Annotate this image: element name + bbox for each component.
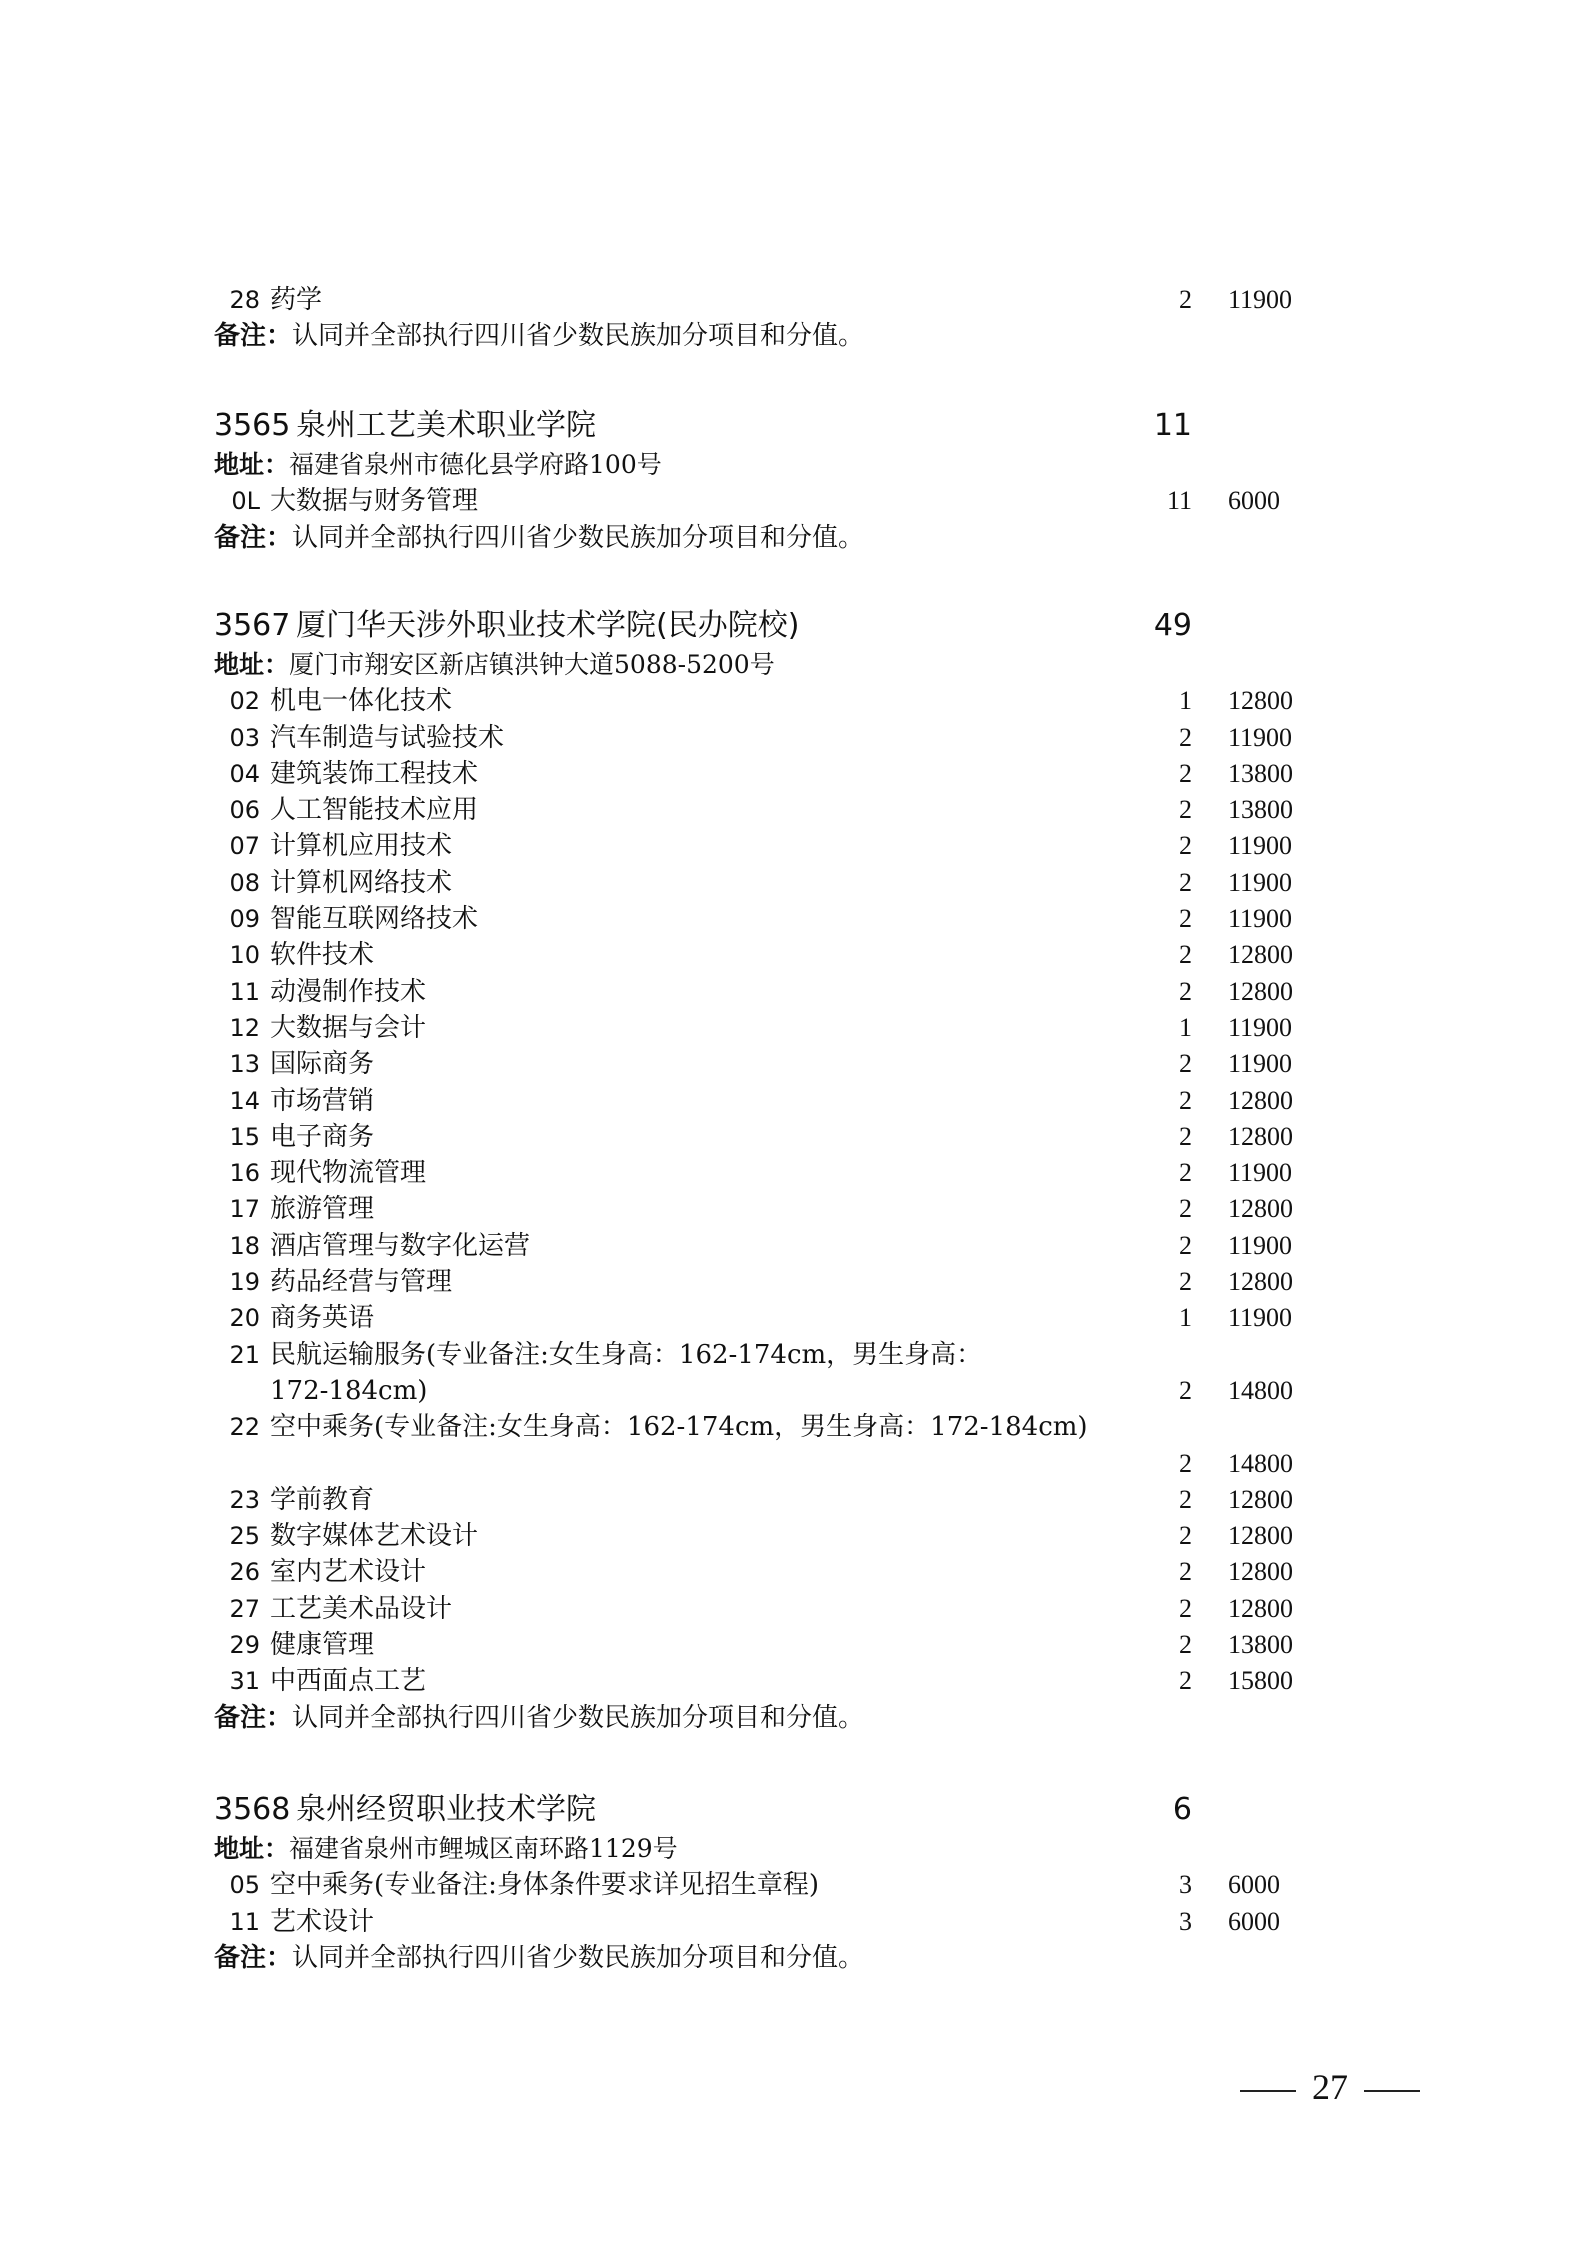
major-fee: 11900 xyxy=(1228,1049,1293,1079)
major-plan: 2 xyxy=(1179,1230,1192,1260)
major-row xyxy=(0,1010,1587,1046)
school-total: 49 xyxy=(1153,608,1192,643)
major-name: 工艺美术品设计 xyxy=(270,1593,453,1624)
major-name: 计算机网络技术 xyxy=(270,867,453,898)
major-plan: 2 xyxy=(1179,1049,1192,1079)
address-label: 地址： xyxy=(214,450,290,479)
major-plan: 2 xyxy=(1179,1158,1192,1188)
major-fee: 15800 xyxy=(1228,1666,1293,1696)
major-plan: 2 xyxy=(1179,867,1192,897)
major-name: 国际商务 xyxy=(270,1049,375,1080)
major-plan: 2 xyxy=(1179,758,1192,788)
major-row xyxy=(0,1663,1587,1699)
address-row xyxy=(0,447,1587,483)
school-header xyxy=(0,1789,1587,1831)
major-code: 19 xyxy=(229,1268,260,1297)
major-row-21-cont xyxy=(0,1373,1587,1409)
major-code: 07 xyxy=(229,832,260,861)
major-code: 15 xyxy=(229,1122,260,1151)
major-code: 29 xyxy=(229,1631,260,1660)
major-row xyxy=(0,683,1587,719)
school-name: 泉州经贸职业技术学院 xyxy=(296,1792,596,1827)
major-row xyxy=(0,282,1587,318)
major-fee: 12800 xyxy=(1228,976,1293,1006)
major-name: 空中乘务(专业备注:身体条件要求详见招生章程) xyxy=(270,1870,820,1901)
major-plan: 2 xyxy=(1179,795,1192,825)
school-3567 xyxy=(0,605,1587,1736)
note-label: 备注： xyxy=(214,321,293,352)
note-row xyxy=(0,520,1587,556)
school-header xyxy=(0,405,1587,447)
major-fee: 12800 xyxy=(1228,1593,1293,1623)
major-plan: 2 xyxy=(1179,976,1192,1006)
major-fee: 14800 xyxy=(1228,1448,1293,1478)
major-plan: 2 xyxy=(1179,1521,1192,1551)
major-row xyxy=(0,1518,1587,1554)
major-code: 12 xyxy=(229,1013,260,1042)
major-row xyxy=(0,483,1587,519)
major-name: 中西面点工艺 xyxy=(270,1666,427,1697)
school-code: 3568 xyxy=(214,1792,291,1827)
major-plan: 2 xyxy=(1179,940,1192,970)
major-row xyxy=(0,828,1587,864)
major-code: 06 xyxy=(229,796,260,825)
major-code: 08 xyxy=(229,868,260,897)
major-name: 机电一体化技术 xyxy=(270,686,453,717)
note-text: 认同并全部执行四川省少数民族加分项目和分值。 xyxy=(292,1702,865,1733)
major-plan: 2 xyxy=(1179,1630,1192,1660)
major-name: 数字媒体艺术设计 xyxy=(270,1521,479,1552)
major-fee: 12800 xyxy=(1228,1557,1293,1587)
major-name: 动漫制作技术 xyxy=(270,976,427,1007)
major-fee: 13800 xyxy=(1228,1630,1293,1660)
note-row xyxy=(0,318,1587,354)
major-list xyxy=(0,1867,1587,1940)
major-name: 建筑装饰工程技术 xyxy=(270,758,479,789)
major-name: 艺术设计 xyxy=(270,1906,375,1937)
major-code: 27 xyxy=(229,1594,260,1623)
major-name: 药学 xyxy=(270,285,323,315)
major-fee: 12800 xyxy=(1228,940,1293,970)
major-fee: 13800 xyxy=(1228,758,1293,788)
major-code: 04 xyxy=(229,759,260,788)
major-name: 药品经营与管理 xyxy=(270,1267,453,1298)
major-fee: 13800 xyxy=(1228,795,1293,825)
page-number: 27 xyxy=(1312,2067,1348,2107)
major-code: 28 xyxy=(229,286,260,314)
major-fee: 6000 xyxy=(1228,1906,1280,1936)
major-fee: 6000 xyxy=(1228,1870,1280,1900)
major-plan: 11 xyxy=(1166,486,1192,516)
major-code: 09 xyxy=(229,905,260,934)
major-code: 22 xyxy=(229,1413,260,1442)
note-text: 认同并全部执行四川省少数民族加分项目和分值。 xyxy=(292,1942,865,1973)
major-plan: 3 xyxy=(1179,1906,1192,1936)
major-plan: 2 xyxy=(1179,904,1192,934)
major-plan: 2 xyxy=(1179,1085,1192,1115)
address-row xyxy=(0,1831,1587,1867)
major-name: 电子商务 xyxy=(270,1121,375,1152)
major-fee: 12800 xyxy=(1228,1267,1293,1297)
major-name: 旅游管理 xyxy=(270,1194,375,1225)
major-row xyxy=(0,1904,1587,1940)
major-name: 学前教育 xyxy=(270,1484,375,1515)
major-fee: 11900 xyxy=(1228,867,1293,897)
major-list xyxy=(0,683,1587,1336)
major-plan: 2 xyxy=(1179,285,1192,314)
major-code: 16 xyxy=(229,1159,260,1188)
major-row xyxy=(0,1867,1587,1903)
major-code: 23 xyxy=(229,1485,260,1514)
major-name: 软件技术 xyxy=(270,940,375,971)
major-name: 酒店管理与数字化运营 xyxy=(270,1230,531,1261)
major-row xyxy=(0,865,1587,901)
major-row xyxy=(0,1554,1587,1590)
major-code: 18 xyxy=(229,1231,260,1260)
major-fee: 12800 xyxy=(1228,1484,1293,1514)
major-code: 03 xyxy=(229,723,260,752)
major-code: 02 xyxy=(229,687,260,716)
school-total: 6 xyxy=(1172,1792,1192,1827)
note-text: 认同并全部执行四川省少数民族加分项目和分值。 xyxy=(292,522,865,553)
note-label: 备注： xyxy=(214,1942,293,1973)
major-row xyxy=(0,792,1587,828)
major-name: 市场营销 xyxy=(270,1085,375,1116)
page-footer xyxy=(1240,2062,1420,2112)
school-code: 3567 xyxy=(214,608,291,643)
major-plan: 2 xyxy=(1179,1375,1192,1405)
note-label: 备注： xyxy=(214,1702,293,1733)
address-label: 地址： xyxy=(214,1834,290,1863)
major-code: 26 xyxy=(229,1558,260,1587)
major-name: 民航运输服务(专业备注:女生身高：162-174cm，男生身高： xyxy=(270,1339,983,1370)
major-row xyxy=(0,1627,1587,1663)
school-name: 厦门华天涉外职业技术学院(民办院校) xyxy=(296,608,800,643)
major-fee: 12800 xyxy=(1228,1085,1293,1115)
school-code: 3565 xyxy=(214,408,291,443)
major-row xyxy=(0,974,1587,1010)
major-fee: 6000 xyxy=(1228,486,1280,516)
major-row-21 xyxy=(0,1337,1587,1373)
major-code: 21 xyxy=(229,1340,260,1369)
address-text: 福建省泉州市德化县学府路100号 xyxy=(289,450,662,479)
major-fee: 11900 xyxy=(1228,285,1293,314)
major-name: 空中乘务(专业备注:女生身高：162-174cm，男生身高：172-184cm) xyxy=(270,1412,1088,1443)
school-3565 xyxy=(0,405,1587,556)
major-fee: 12800 xyxy=(1228,1521,1293,1551)
major-row xyxy=(0,756,1587,792)
major-fee: 12800 xyxy=(1228,1194,1293,1224)
major-fee: 12800 xyxy=(1228,686,1293,716)
major-code: 13 xyxy=(229,1050,260,1079)
major-row xyxy=(0,1228,1587,1264)
school-3568 xyxy=(0,1789,1587,1976)
major-plan: 2 xyxy=(1179,1484,1192,1514)
major-fee: 14800 xyxy=(1228,1375,1293,1405)
major-plan: 2 xyxy=(1179,1666,1192,1696)
address-label: 地址： xyxy=(214,650,290,679)
major-name: 现代物流管理 xyxy=(270,1158,427,1189)
major-plan: 2 xyxy=(1179,722,1192,752)
note-label: 备注： xyxy=(214,522,293,553)
major-code: 11 xyxy=(229,1907,260,1936)
major-row xyxy=(0,1591,1587,1627)
major-name-cont: 172-184cm) xyxy=(270,1375,428,1406)
major-row xyxy=(0,1191,1587,1227)
footer-dash-right xyxy=(1364,2090,1420,2092)
note-row xyxy=(0,1940,1587,1976)
major-code: 20 xyxy=(229,1304,260,1333)
major-row xyxy=(0,937,1587,973)
major-row xyxy=(0,1119,1587,1155)
top-section xyxy=(0,282,1587,355)
major-plan: 2 xyxy=(1179,1121,1192,1151)
major-code: 25 xyxy=(229,1522,260,1551)
address-text: 厦门市翔安区新店镇洪钟大道5088-5200号 xyxy=(289,650,775,679)
major-fee: 11900 xyxy=(1228,1012,1293,1042)
major-row xyxy=(0,1083,1587,1119)
major-name: 室内艺术设计 xyxy=(270,1557,427,1588)
footer-dash-left xyxy=(1240,2090,1296,2092)
major-fee: 12800 xyxy=(1228,1121,1293,1151)
school-name: 泉州工艺美术职业学院 xyxy=(296,408,596,443)
major-plan: 2 xyxy=(1179,1557,1192,1587)
major-plan: 2 xyxy=(1179,831,1192,861)
note-text: 认同并全部执行四川省少数民族加分项目和分值。 xyxy=(292,321,865,352)
major-plan: 2 xyxy=(1179,1267,1192,1297)
major-code: 31 xyxy=(229,1667,260,1696)
major-name: 健康管理 xyxy=(270,1630,375,1661)
major-name: 大数据与会计 xyxy=(270,1012,427,1043)
school-header xyxy=(0,605,1587,647)
major-fee: 11900 xyxy=(1228,831,1293,861)
major-plan: 2 xyxy=(1179,1194,1192,1224)
school-total: 11 xyxy=(1153,408,1192,443)
major-name: 大数据与财务管理 xyxy=(270,486,479,517)
major-plan: 1 xyxy=(1179,1012,1192,1042)
major-fee: 11900 xyxy=(1228,1303,1293,1333)
major-row-22 xyxy=(0,1409,1587,1445)
major-fee: 11900 xyxy=(1228,1230,1293,1260)
major-name: 汽车制造与试验技术 xyxy=(270,722,505,753)
major-row xyxy=(0,901,1587,937)
address-text: 福建省泉州市鲤城区南环路1129号 xyxy=(289,1834,678,1863)
major-fee: 11900 xyxy=(1228,904,1293,934)
major-plan: 3 xyxy=(1179,1870,1192,1900)
major-plan: 1 xyxy=(1179,686,1192,716)
major-list xyxy=(0,1482,1587,1700)
major-plan: 1 xyxy=(1179,1303,1192,1333)
major-plan: 2 xyxy=(1179,1593,1192,1623)
major-plan: 2 xyxy=(1179,1448,1192,1478)
major-code: 14 xyxy=(229,1086,260,1115)
major-row xyxy=(0,1482,1587,1518)
major-row-22-cont xyxy=(0,1446,1587,1482)
major-row xyxy=(0,1155,1587,1191)
major-name: 智能互联网络技术 xyxy=(270,904,479,935)
major-row xyxy=(0,1264,1587,1300)
major-fee: 11900 xyxy=(1228,1158,1293,1188)
major-code: 10 xyxy=(229,941,260,970)
major-code: 05 xyxy=(229,1871,260,1900)
major-name: 计算机应用技术 xyxy=(270,831,453,862)
major-row xyxy=(0,1046,1587,1082)
major-name: 人工智能技术应用 xyxy=(270,795,479,826)
major-name: 商务英语 xyxy=(270,1303,375,1334)
address-row xyxy=(0,647,1587,683)
major-code: 0L xyxy=(231,487,260,516)
major-code: 11 xyxy=(229,977,260,1006)
major-fee: 11900 xyxy=(1228,722,1293,752)
major-row xyxy=(0,720,1587,756)
note-row xyxy=(0,1700,1587,1736)
major-row xyxy=(0,1300,1587,1336)
major-code: 17 xyxy=(229,1195,260,1224)
